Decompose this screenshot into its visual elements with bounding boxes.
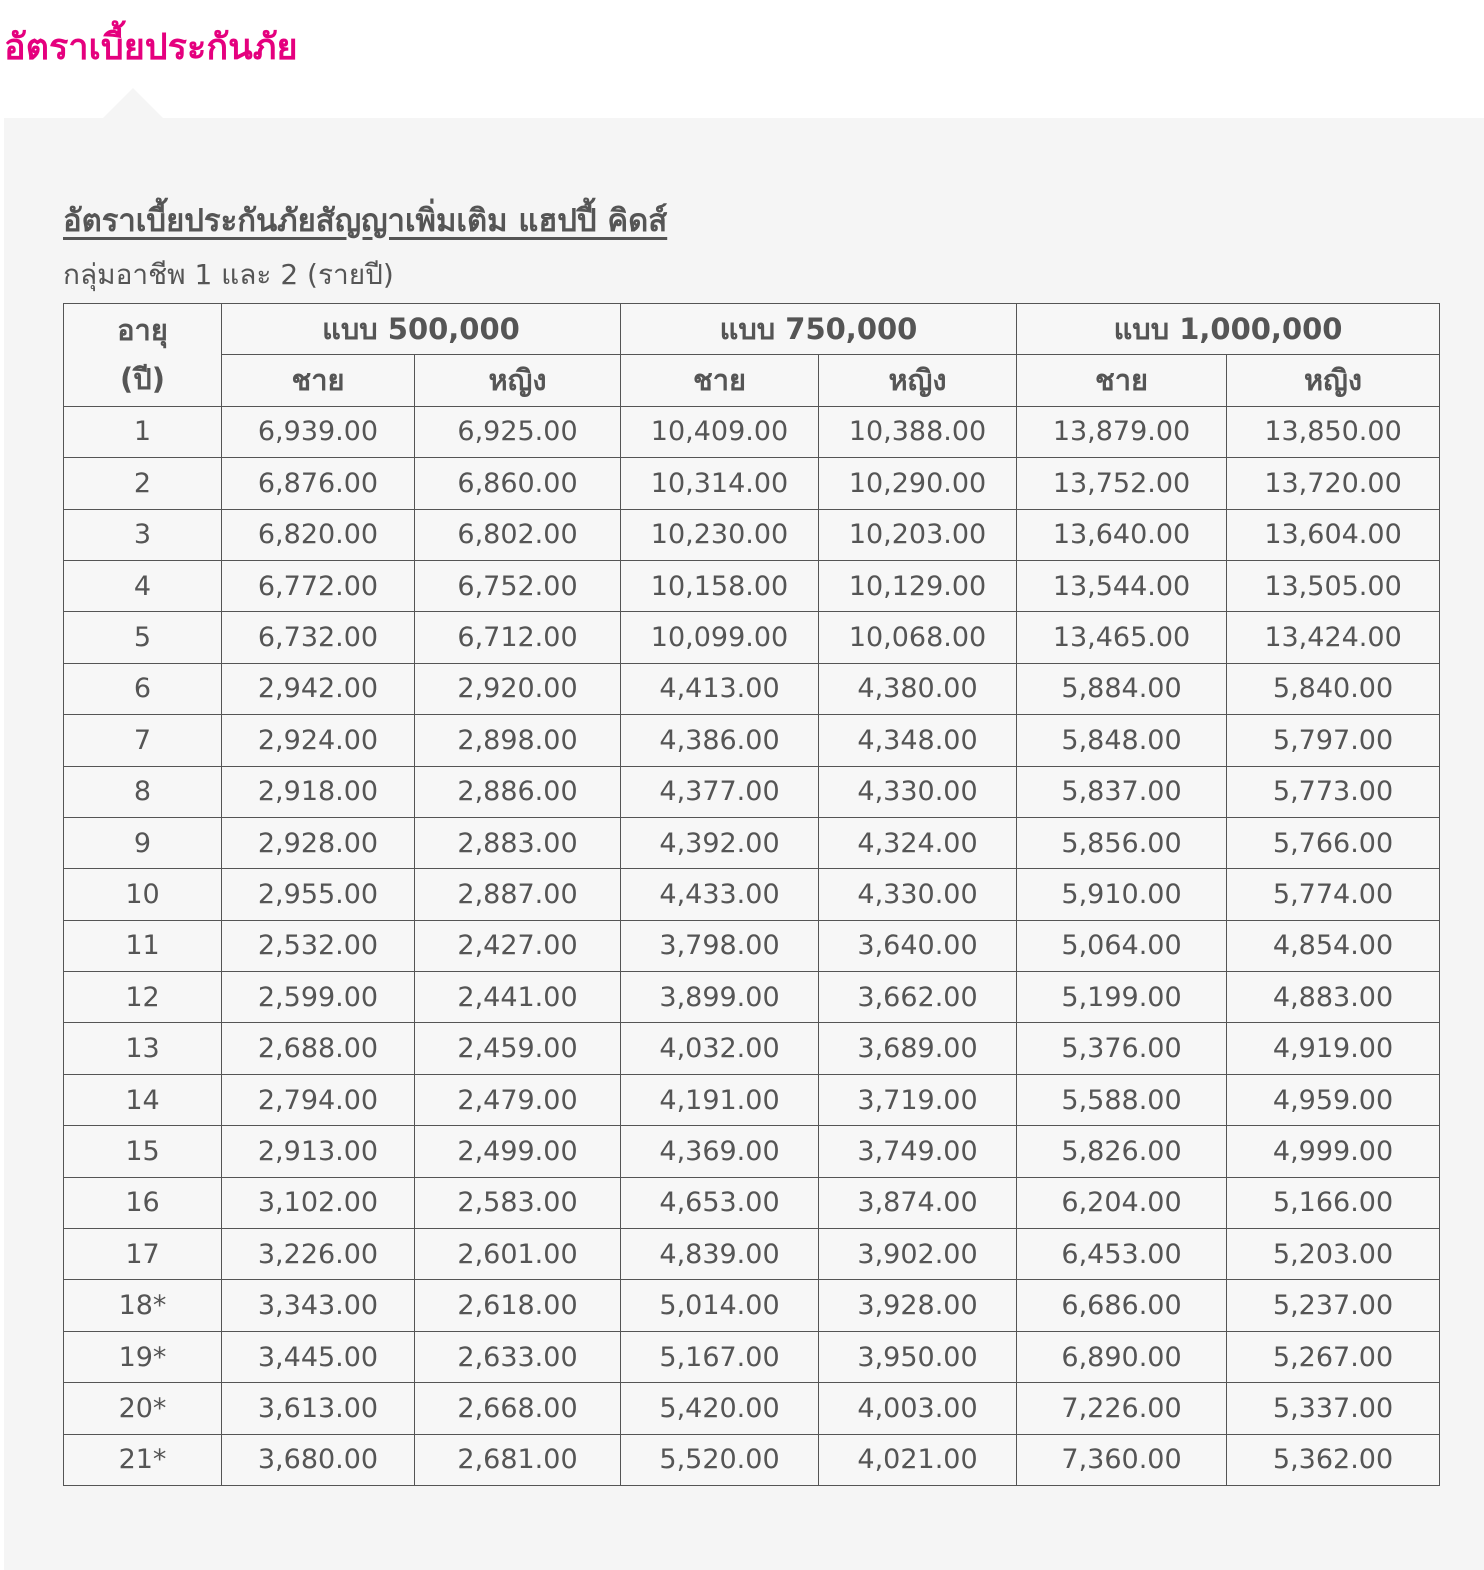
plan500-male-cell: 6,732.00 <box>222 612 415 663</box>
age-header-label: อายุ <box>117 312 168 347</box>
plan-header: แบบ 750,000 <box>621 304 1017 355</box>
plan500-female-cell: 2,499.00 <box>415 1126 621 1177</box>
plan750-female-cell: 3,662.00 <box>819 972 1017 1023</box>
plan1m-female-cell: 5,766.00 <box>1227 817 1440 868</box>
premium-rate-table <box>63 303 1440 1486</box>
age-cell: 19* <box>64 1331 222 1382</box>
plan750-female-cell: 10,290.00 <box>819 458 1017 509</box>
plan500-female-cell: 2,886.00 <box>415 766 621 817</box>
plan500-male-cell: 2,928.00 <box>222 817 415 868</box>
plan750-female-cell: 4,380.00 <box>819 663 1017 714</box>
plan1m-female-cell: 5,797.00 <box>1227 715 1440 766</box>
plan1m-male-cell: 5,884.00 <box>1017 663 1227 714</box>
plan750-male-cell: 4,653.00 <box>621 1177 819 1228</box>
age-cell: 8 <box>64 766 222 817</box>
plan750-female-cell: 3,640.00 <box>819 920 1017 971</box>
plan500-male-cell: 6,820.00 <box>222 509 415 560</box>
table-row <box>64 1383 1440 1434</box>
panel-notch <box>103 88 163 118</box>
age-cell: 4 <box>64 560 222 611</box>
plan1m-male-cell: 5,848.00 <box>1017 715 1227 766</box>
plan1m-male-cell: 5,588.00 <box>1017 1074 1227 1125</box>
plan500-female-cell: 2,887.00 <box>415 869 621 920</box>
plan750-male-cell: 4,839.00 <box>621 1229 819 1280</box>
plan750-female-cell: 10,129.00 <box>819 560 1017 611</box>
plan1m-male-cell: 5,376.00 <box>1017 1023 1227 1074</box>
plan750-male-cell: 10,230.00 <box>621 509 819 560</box>
plan750-female-cell: 3,874.00 <box>819 1177 1017 1228</box>
plan1m-female-cell: 5,203.00 <box>1227 1229 1440 1280</box>
plan750-male-cell: 3,899.00 <box>621 972 819 1023</box>
plan1m-female-cell: 4,959.00 <box>1227 1074 1440 1125</box>
table-row <box>64 509 1440 560</box>
plan750-female-cell: 3,689.00 <box>819 1023 1017 1074</box>
age-cell: 6 <box>64 663 222 714</box>
plan1m-female-cell: 5,267.00 <box>1227 1331 1440 1382</box>
plan500-female-cell: 6,712.00 <box>415 612 621 663</box>
table-body <box>64 406 1440 1485</box>
table-row <box>64 406 1440 457</box>
plan1m-male-cell: 5,837.00 <box>1017 766 1227 817</box>
plan750-female-cell: 4,330.00 <box>819 766 1017 817</box>
plan750-female-cell: 3,950.00 <box>819 1331 1017 1382</box>
plan1m-female-cell: 5,237.00 <box>1227 1280 1440 1331</box>
plan750-female-cell: 10,068.00 <box>819 612 1017 663</box>
plan750-male-cell: 5,520.00 <box>621 1434 819 1485</box>
plan500-male-cell: 2,794.00 <box>222 1074 415 1125</box>
plan500-male-cell: 2,942.00 <box>222 663 415 714</box>
plan500-male-cell: 2,599.00 <box>222 972 415 1023</box>
plan500-male-cell: 2,955.00 <box>222 869 415 920</box>
plan1m-male-cell: 13,640.00 <box>1017 509 1227 560</box>
plan750-male-cell: 10,409.00 <box>621 406 819 457</box>
table-row <box>64 766 1440 817</box>
plan500-female-cell: 2,479.00 <box>415 1074 621 1125</box>
plan1m-female-cell: 4,919.00 <box>1227 1023 1440 1074</box>
plan500-female-cell: 2,618.00 <box>415 1280 621 1331</box>
table-row <box>64 612 1440 663</box>
plan750-male-cell: 4,377.00 <box>621 766 819 817</box>
plan750-female-cell: 10,388.00 <box>819 406 1017 457</box>
plan750-male-cell: 4,032.00 <box>621 1023 819 1074</box>
plan750-male-cell: 10,158.00 <box>621 560 819 611</box>
table-row <box>64 458 1440 509</box>
age-cell: 15 <box>64 1126 222 1177</box>
plan1m-female-cell: 5,773.00 <box>1227 766 1440 817</box>
table-row <box>64 1331 1440 1382</box>
plan500-male-cell: 2,688.00 <box>222 1023 415 1074</box>
plan1m-female-cell: 13,720.00 <box>1227 458 1440 509</box>
plan750-male-cell: 4,413.00 <box>621 663 819 714</box>
plan750-female-cell: 4,021.00 <box>819 1434 1017 1485</box>
table-row <box>64 715 1440 766</box>
plan1m-female-cell: 5,774.00 <box>1227 869 1440 920</box>
plan500-male-cell: 3,680.00 <box>222 1434 415 1485</box>
plan1m-male-cell: 5,910.00 <box>1017 869 1227 920</box>
plan1m-female-cell: 4,883.00 <box>1227 972 1440 1023</box>
table-row <box>64 1177 1440 1228</box>
plan500-female-cell: 2,633.00 <box>415 1331 621 1382</box>
female-column-header: หญิง <box>819 355 1017 406</box>
plan500-male-cell: 2,924.00 <box>222 715 415 766</box>
plan-header: แบบ 1,000,000 <box>1017 304 1440 355</box>
plan500-male-cell: 6,772.00 <box>222 560 415 611</box>
plan500-female-cell: 2,583.00 <box>415 1177 621 1228</box>
table-title: อัตราเบี้ยประกันภัยสัญญาเพิ่มเติม แฮปปี้ คิดส์ <box>63 203 668 239</box>
plan750-male-cell: 10,314.00 <box>621 458 819 509</box>
table-header <box>64 304 1440 407</box>
plan500-male-cell: 3,613.00 <box>222 1383 415 1434</box>
plan750-female-cell: 3,902.00 <box>819 1229 1017 1280</box>
plan1m-male-cell: 7,226.00 <box>1017 1383 1227 1434</box>
plan750-female-cell: 4,348.00 <box>819 715 1017 766</box>
plan1m-male-cell: 6,453.00 <box>1017 1229 1227 1280</box>
female-column-header: หญิง <box>1227 355 1440 406</box>
plan1m-male-cell: 13,465.00 <box>1017 612 1227 663</box>
plan1m-female-cell: 4,854.00 <box>1227 920 1440 971</box>
plan500-female-cell: 2,898.00 <box>415 715 621 766</box>
plan750-female-cell: 10,203.00 <box>819 509 1017 560</box>
plan750-male-cell: 5,014.00 <box>621 1280 819 1331</box>
age-cell: 1 <box>64 406 222 457</box>
plan1m-female-cell: 5,166.00 <box>1227 1177 1440 1228</box>
table-row <box>64 1126 1440 1177</box>
plan1m-male-cell: 5,064.00 <box>1017 920 1227 971</box>
table-row <box>64 1434 1440 1485</box>
plan500-male-cell: 3,226.00 <box>222 1229 415 1280</box>
plan1m-male-cell: 5,199.00 <box>1017 972 1227 1023</box>
age-cell: 7 <box>64 715 222 766</box>
table-row <box>64 1280 1440 1331</box>
table-row <box>64 663 1440 714</box>
male-column-header: ชาย <box>222 355 415 406</box>
table-row <box>64 1023 1440 1074</box>
plan500-male-cell: 3,102.00 <box>222 1177 415 1228</box>
table-row <box>64 560 1440 611</box>
age-cell: 13 <box>64 1023 222 1074</box>
plan500-female-cell: 2,668.00 <box>415 1383 621 1434</box>
plan1m-male-cell: 5,856.00 <box>1017 817 1227 868</box>
plan500-male-cell: 3,343.00 <box>222 1280 415 1331</box>
plan1m-male-cell: 13,752.00 <box>1017 458 1227 509</box>
age-cell: 14 <box>64 1074 222 1125</box>
plan750-male-cell: 10,099.00 <box>621 612 819 663</box>
plan500-male-cell: 3,445.00 <box>222 1331 415 1382</box>
plan1m-male-cell: 6,890.00 <box>1017 1331 1227 1382</box>
plan1m-female-cell: 13,850.00 <box>1227 406 1440 457</box>
table-row <box>64 1229 1440 1280</box>
table-row <box>64 920 1440 971</box>
plan500-male-cell: 2,913.00 <box>222 1126 415 1177</box>
plan750-female-cell: 3,749.00 <box>819 1126 1017 1177</box>
header-row-plans <box>64 304 1440 355</box>
plan1m-male-cell: 13,544.00 <box>1017 560 1227 611</box>
plan1m-female-cell: 5,840.00 <box>1227 663 1440 714</box>
plan1m-male-cell: 5,826.00 <box>1017 1126 1227 1177</box>
plan750-male-cell: 4,433.00 <box>621 869 819 920</box>
plan500-female-cell: 2,920.00 <box>415 663 621 714</box>
plan750-male-cell: 3,798.00 <box>621 920 819 971</box>
plan750-female-cell: 4,330.00 <box>819 869 1017 920</box>
age-cell: 16 <box>64 1177 222 1228</box>
plan750-female-cell: 4,003.00 <box>819 1383 1017 1434</box>
plan1m-female-cell: 5,337.00 <box>1227 1383 1440 1434</box>
plan1m-female-cell: 13,505.00 <box>1227 560 1440 611</box>
plan1m-male-cell: 7,360.00 <box>1017 1434 1227 1485</box>
plan500-female-cell: 2,459.00 <box>415 1023 621 1074</box>
plan500-male-cell: 2,918.00 <box>222 766 415 817</box>
plan1m-female-cell: 4,999.00 <box>1227 1126 1440 1177</box>
table-row <box>64 869 1440 920</box>
plan500-male-cell: 6,939.00 <box>222 406 415 457</box>
age-cell: 5 <box>64 612 222 663</box>
plan750-female-cell: 3,928.00 <box>819 1280 1017 1331</box>
plan500-male-cell: 6,876.00 <box>222 458 415 509</box>
plan750-male-cell: 5,167.00 <box>621 1331 819 1382</box>
plan1m-female-cell: 13,424.00 <box>1227 612 1440 663</box>
plan750-male-cell: 4,369.00 <box>621 1126 819 1177</box>
plan1m-female-cell: 13,604.00 <box>1227 509 1440 560</box>
plan500-female-cell: 6,860.00 <box>415 458 621 509</box>
plan750-male-cell: 4,392.00 <box>621 817 819 868</box>
table-row <box>64 817 1440 868</box>
table-row <box>64 1074 1440 1125</box>
age-column-header <box>64 304 222 407</box>
plan500-female-cell: 6,925.00 <box>415 406 621 457</box>
header-row-gender <box>64 355 1440 406</box>
plan750-male-cell: 5,420.00 <box>621 1383 819 1434</box>
female-column-header: หญิง <box>415 355 621 406</box>
plan500-female-cell: 2,427.00 <box>415 920 621 971</box>
plan500-female-cell: 2,441.00 <box>415 972 621 1023</box>
age-cell: 17 <box>64 1229 222 1280</box>
plan500-female-cell: 6,752.00 <box>415 560 621 611</box>
table-row <box>64 972 1440 1023</box>
age-cell: 9 <box>64 817 222 868</box>
male-column-header: ชาย <box>621 355 819 406</box>
age-cell: 18* <box>64 1280 222 1331</box>
age-cell: 11 <box>64 920 222 971</box>
plan750-female-cell: 4,324.00 <box>819 817 1017 868</box>
plan500-female-cell: 6,802.00 <box>415 509 621 560</box>
age-cell: 10 <box>64 869 222 920</box>
table-subtitle: กลุ่มอาชีพ 1 และ 2 (รายปี) <box>63 258 394 291</box>
plan750-female-cell: 3,719.00 <box>819 1074 1017 1125</box>
plan500-female-cell: 2,883.00 <box>415 817 621 868</box>
plan1m-female-cell: 5,362.00 <box>1227 1434 1440 1485</box>
plan500-female-cell: 2,601.00 <box>415 1229 621 1280</box>
plan1m-male-cell: 6,686.00 <box>1017 1280 1227 1331</box>
age-cell: 20* <box>64 1383 222 1434</box>
age-cell: 21* <box>64 1434 222 1485</box>
male-column-header: ชาย <box>1017 355 1227 406</box>
plan500-male-cell: 2,532.00 <box>222 920 415 971</box>
age-cell: 2 <box>64 458 222 509</box>
age-header-unit: (ปี) <box>120 361 165 396</box>
page-title: อัตราเบี้ยประกันภัย <box>4 27 298 68</box>
plan1m-male-cell: 6,204.00 <box>1017 1177 1227 1228</box>
plan750-male-cell: 4,191.00 <box>621 1074 819 1125</box>
plan1m-male-cell: 13,879.00 <box>1017 406 1227 457</box>
plan750-male-cell: 4,386.00 <box>621 715 819 766</box>
age-cell: 3 <box>64 509 222 560</box>
age-cell: 12 <box>64 972 222 1023</box>
plan-header: แบบ 500,000 <box>222 304 621 355</box>
plan500-female-cell: 2,681.00 <box>415 1434 621 1485</box>
